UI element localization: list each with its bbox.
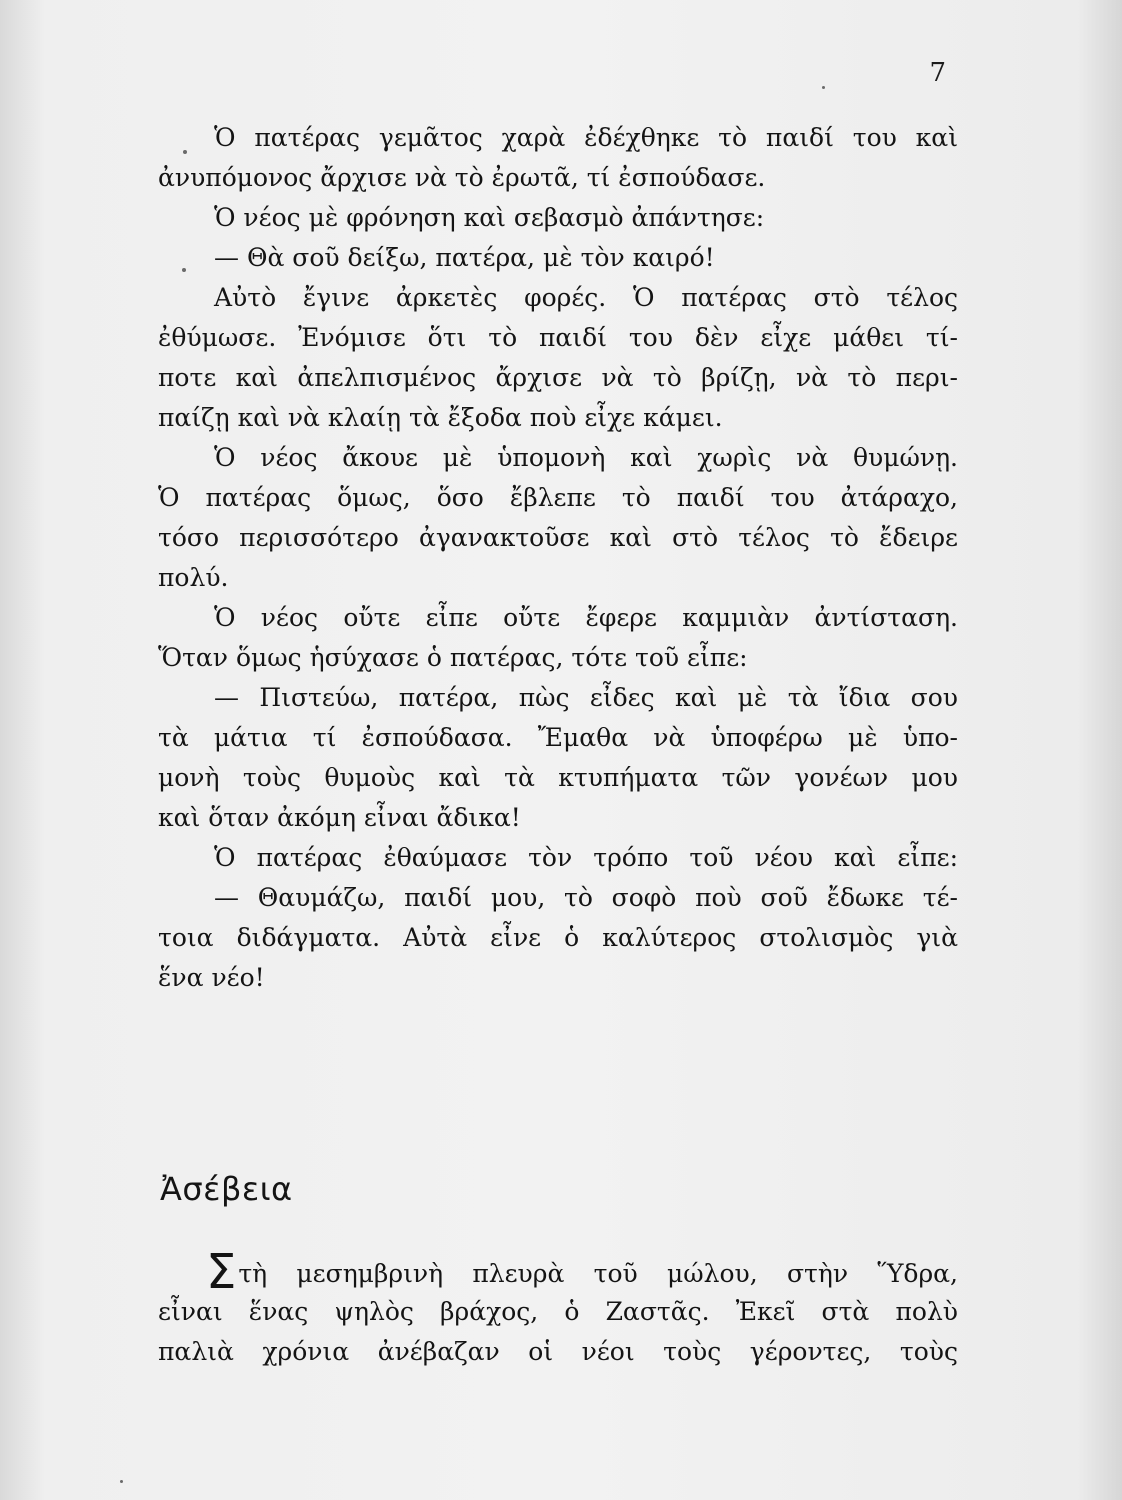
text-line: καὶ ὅταν ἀκόμη εἶναι ἄδικα!: [158, 803, 521, 832]
drop-cap: Σ: [206, 1244, 237, 1300]
dialogue-line: — Θὰ σοῦ δείξω, πατέρα, μὲ τὸν καιρό!: [214, 243, 715, 272]
dialogue-line: — Πιστεύω, πατέρα, πὼς εἶδες καὶ μὲ τὰ ἴδια σου: [214, 683, 958, 712]
text-line: ἀνυπόμονος ἄρχισε νὰ τὸ ἐρωτᾶ, τί ἐσπούδασε.: [158, 163, 766, 192]
text-line: μονὴ τοὺς θυμοὺς καὶ τὰ κτυπήματα τῶν γονέων μου: [158, 763, 958, 792]
dialogue-line: — Θαυμάζω, παιδί μου, τὸ σοφὸ ποὺ σοῦ ἔδωκε τέ-: [214, 883, 958, 912]
opening-line: [158, 1244, 958, 1300]
text-line: ἕνα νέο!: [158, 963, 265, 992]
text-line: τόσο περισσότερο ἀγανακτοῦσε καὶ στὸ τέλος τὸ ἔδειρε: [158, 523, 958, 552]
text-line: Ὁ νέος οὔτε εἶπε οὔτε ἔφερε καμμιὰν ἀντίσταση.: [214, 603, 958, 632]
print-speck: [120, 1480, 123, 1483]
print-speck: [183, 150, 187, 154]
text-line: τὰ μάτια τί ἐσπούδασα. Ἔμαθα νὰ ὑποφέρω μὲ ὑπο-: [158, 723, 958, 752]
text-line: ποτε καὶ ἀπελπισμένος ἄρχισε νὰ τὸ βρίζῃ, νὰ τὸ περι-: [158, 363, 958, 392]
text-line: Ὁ πατέρας ὅμως, ὅσο ἔβλεπε τὸ παιδί του ἀτάραχο,: [158, 483, 958, 512]
text-line: εἶναι ἕνας ψηλὸς βράχος, ὁ Ζαστᾶς. Ἐκεῖ στὰ πολὺ: [158, 1297, 958, 1326]
story-text-upper: [158, 118, 958, 998]
print-speck: [182, 268, 186, 272]
text-line: Αὐτὸ ἔγινε ἀρκετὲς φορές. Ὁ πατέρας στὸ τέλος: [214, 283, 958, 312]
text-line: Ὁ νέος μὲ φρόνηση καὶ σεβασμὸ ἀπάντησε:: [214, 203, 765, 232]
print-speck: [822, 86, 825, 89]
text-line: τοια διδάγματα. Αὐτὰ εἶνε ὁ καλύτερος στολισμὸς γιὰ: [158, 923, 958, 952]
text-line: ἐθύμωσε. Ἐνόμισε ὅτι τὸ παιδί του δὲν εἶχε μάθει τί-: [158, 323, 958, 352]
text-line: παλιὰ χρόνια ἀνέβαζαν οἱ νέοι τοὺς γέροντες, τοὺς: [158, 1337, 958, 1366]
text-line: πολύ.: [158, 563, 229, 592]
text-line: παίζῃ καὶ νὰ κλαίῃ τὰ ἔξοδα ποὺ εἶχε κάμει.: [158, 403, 723, 432]
text-line: Ὁ πατέρας γεμᾶτος χαρὰ ἐδέχθηκε τὸ παιδί του καὶ: [214, 123, 958, 152]
story-text-lower: [158, 1244, 958, 1372]
text-line: Ὅταν ὅμως ἡσύχασε ὁ πατέρας, τότε τοῦ εἶπε:: [158, 643, 748, 672]
text-line: Ὁ πατέρας ἐθαύμασε τὸν τρόπο τοῦ νέου καὶ εἶπε:: [214, 843, 958, 872]
page-number: 7: [929, 58, 946, 88]
text-line: Ὁ νέος ἄκουε μὲ ὑπομονὴ καὶ χωρὶς νὰ θυμώνῃ.: [214, 443, 958, 472]
section-title: Ἀσέβεια: [160, 1170, 293, 1208]
opening-line-text: τὴ μεσημβρινὴ πλευρὰ τοῦ μώλου, στὴν Ὕδρα,: [238, 1259, 958, 1288]
